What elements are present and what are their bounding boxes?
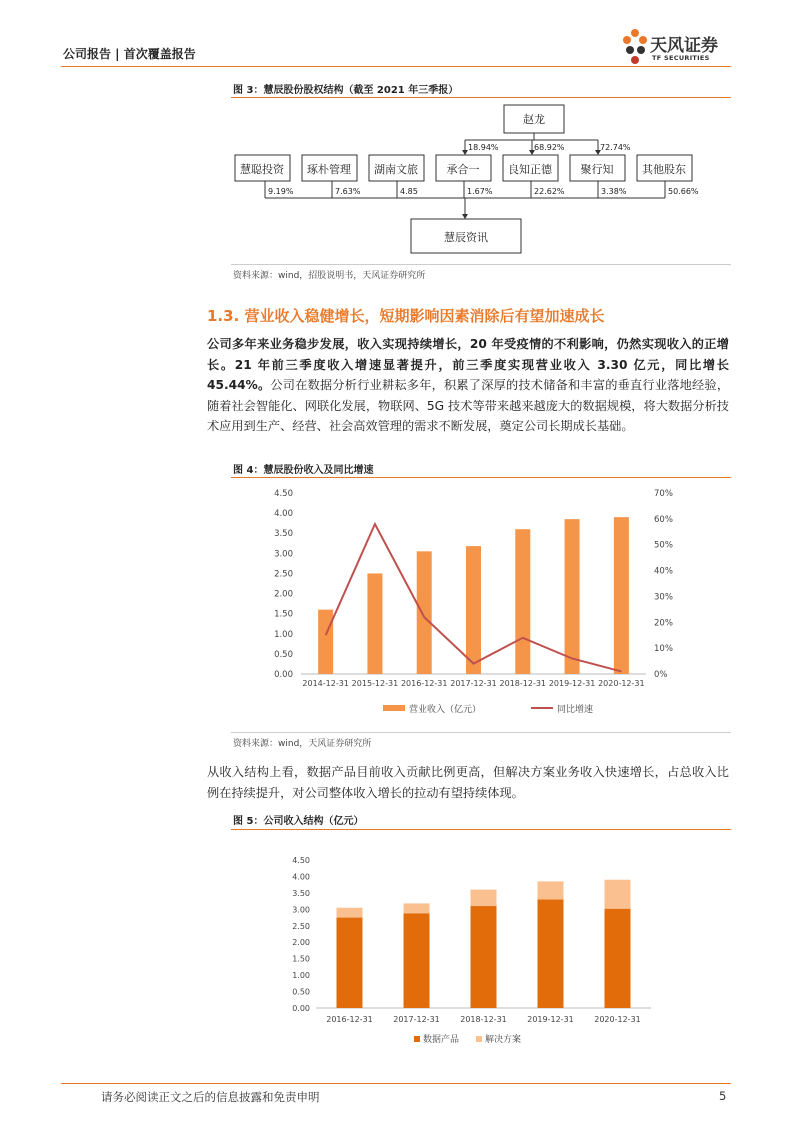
holder-pct: 4.85 (400, 187, 418, 196)
legend-label-solution: 解决方案 (485, 1035, 522, 1045)
holder-name: 良知正德 (508, 163, 552, 176)
data-product-bar (471, 906, 497, 1008)
legend-swatch-solution (476, 1036, 482, 1042)
zhao-pct-chenghe: 18.94% (468, 143, 499, 152)
fig5-title-rule (231, 829, 731, 830)
data-product-bar (605, 909, 631, 1008)
ownership-structure-diagram (225, 100, 730, 260)
y2-tick-label: 70% (654, 489, 673, 499)
y-tick-label: 3.50 (292, 888, 310, 898)
data-product-bar (538, 899, 564, 1008)
y-tick-label: 3.50 (274, 529, 293, 540)
x-tick-label: 2018-12-31 (499, 679, 547, 688)
y-tick-label: 4.50 (274, 489, 293, 499)
fig4-source: 资料来源：wind，天风证券研究所 (233, 739, 372, 749)
x-tick-label: 2017-12-31 (450, 679, 497, 688)
holder-pct: 1.67% (467, 187, 493, 196)
flower-logo-icon (620, 27, 650, 69)
y-tick-label: 1.50 (292, 954, 310, 964)
y2-tick-label: 60% (654, 514, 673, 525)
holder-name: 慧聪投资 (240, 163, 284, 176)
holder-pct: 50.66% (668, 187, 699, 196)
company-name: 慧辰资讯 (444, 231, 488, 244)
revenue-growth-chart (231, 480, 731, 728)
y-tick-label: 2.00 (292, 938, 310, 948)
y-tick-label: 0.00 (292, 1004, 310, 1013)
tf-securities-logo (620, 25, 735, 70)
solution-bar (538, 881, 564, 899)
page-number: 5 (719, 1089, 727, 1103)
x-tick-label: 2017-12-31 (393, 1015, 440, 1024)
x-tick-label: 2019-12-31 (527, 1015, 574, 1024)
y-tick-label: 4.50 (292, 856, 310, 865)
holder-name: 琢朴管理 (307, 163, 351, 176)
revenue-bar (614, 517, 629, 674)
data-product-bar (337, 918, 363, 1008)
fig3-title-rule (231, 97, 731, 98)
holder-pct: 9.19% (268, 187, 294, 196)
revenue-bar (565, 519, 580, 674)
report-header-title: 公司报告 | 首次覆盖报告 (63, 47, 196, 61)
x-tick-label: 2016-12-31 (400, 679, 448, 688)
x-tick-label: 2015-12-31 (351, 679, 399, 688)
x-tick-label: 2020-12-31 (594, 1015, 641, 1024)
fig4-title-rule (231, 477, 731, 478)
revenue-bar (466, 546, 481, 674)
disclaimer-text: 请务必阅读正文之后的信息披露和免责申明 (101, 1090, 320, 1104)
y-tick-label: 1.00 (274, 629, 293, 640)
logo-chinese-name: 天风证券 (650, 36, 718, 56)
para1-rest: 公司在数据分析行业耕耘多年，积累了深厚的技术储备和丰富的垂直行业落地经验，随着社会智能化、网联化发展，物联网、5G 技术等带来越来越庞大的数据规模，将大数据分析技术应用到生产、经营、社会高效管理的需求不断发展，奠定公司长期成长基础。 (207, 378, 730, 433)
revenue-structure-chart (231, 840, 731, 1055)
fig3-title: 图 3：慧辰股份股权结构（截至 2021 年三季报） (233, 85, 459, 96)
section-paragraph-2: 从收入结构上看，数据产品目前收入贡献比例更高，但解决方案业务收入快速增长，占总收入比例在持续提升，对公司整体收入增长的拉动有望持续体现。 (207, 765, 729, 800)
solution-bar (337, 908, 363, 918)
y-tick-label: 3.00 (292, 905, 310, 915)
y-tick-label: 1.00 (292, 971, 310, 981)
y-tick-label: 1.50 (274, 609, 293, 620)
y-tick-label: 2.50 (292, 921, 310, 931)
fig5-title: 图 5：公司收入结构（亿元） (233, 816, 364, 827)
x-tick-label: 2016-12-31 (326, 1015, 373, 1024)
x-tick-label: 2018-12-31 (460, 1015, 507, 1024)
y-tick-label: 0.00 (274, 670, 293, 680)
revenue-bar (515, 529, 530, 674)
y2-tick-label: 30% (654, 592, 673, 603)
y-tick-label: 4.00 (274, 509, 293, 520)
x-tick-label: 2020-12-31 (598, 679, 645, 688)
revenue-bar (318, 610, 333, 674)
y2-tick-label: 40% (654, 566, 673, 577)
holder-pct: 22.62% (534, 187, 565, 196)
x-tick-label: 2014-12-31 (302, 679, 349, 688)
top-holder-name: 赵龙 (523, 113, 545, 126)
legend-swatch-revenue (383, 705, 405, 711)
fig4-title: 图 4：慧辰股份收入及同比增速 (233, 465, 374, 476)
holder-name: 聚行知 (580, 163, 614, 176)
x-tick-label: 2019-12-31 (548, 679, 596, 688)
holder-name: 湖南文旅 (374, 163, 418, 176)
holder-name: 承合一 (446, 163, 480, 176)
para1-bold: 公司多年来业务稳步发展，收入实现持续增长，20 年受疫情的不利影响，仍然实现收入的正增长。21 年前三季度收入增速显著提升，前三季度实现营业收入 3.30 亿元，同比增长 45.44%。 (207, 337, 729, 392)
footer-divider (61, 1083, 731, 1084)
data-product-bar (404, 913, 430, 1008)
holder-name: 其他股东 (642, 163, 686, 176)
holder-pct: 3.38% (601, 187, 627, 196)
zhao-pct-juxing: 72.74% (600, 143, 631, 152)
zhao-pct-liangzhi: 68.92% (534, 143, 565, 152)
legend-label-growth: 同比增速 (557, 705, 594, 715)
y2-tick-label: 20% (654, 618, 673, 629)
fig3-bottom-rule (231, 264, 731, 265)
y-tick-label: 4.00 (292, 872, 310, 882)
fig4-bottom-rule (231, 732, 731, 733)
holder-pct: 7.63% (335, 187, 361, 196)
y-tick-label: 0.50 (274, 649, 293, 660)
y2-tick-label: 10% (654, 644, 673, 655)
legend-label-data-product: 数据产品 (423, 1035, 460, 1045)
y-tick-label: 0.50 (292, 987, 310, 997)
solution-bar (471, 890, 497, 906)
y-tick-label: 3.00 (274, 549, 293, 560)
y-tick-label: 2.00 (274, 589, 293, 600)
y-tick-label: 2.50 (274, 569, 293, 580)
solution-bar (404, 903, 430, 913)
section-title: 1.3. 营业收入稳健增长，短期影响因素消除后有望加速成长 (207, 307, 605, 325)
legend-swatch-data-product (414, 1036, 420, 1042)
y2-tick-label: 0% (654, 670, 668, 680)
legend-label-revenue: 营业收入（亿元） (409, 705, 482, 715)
revenue-bar (417, 551, 432, 674)
solution-bar (605, 880, 631, 909)
logo-english-name: TF SECURITIES (652, 54, 710, 62)
fig3-source: 资料来源：wind，招股说明书，天风证券研究所 (233, 271, 426, 281)
revenue-bar (367, 573, 382, 674)
section-paragraph-1 (207, 334, 729, 437)
y2-tick-label: 50% (654, 540, 673, 551)
